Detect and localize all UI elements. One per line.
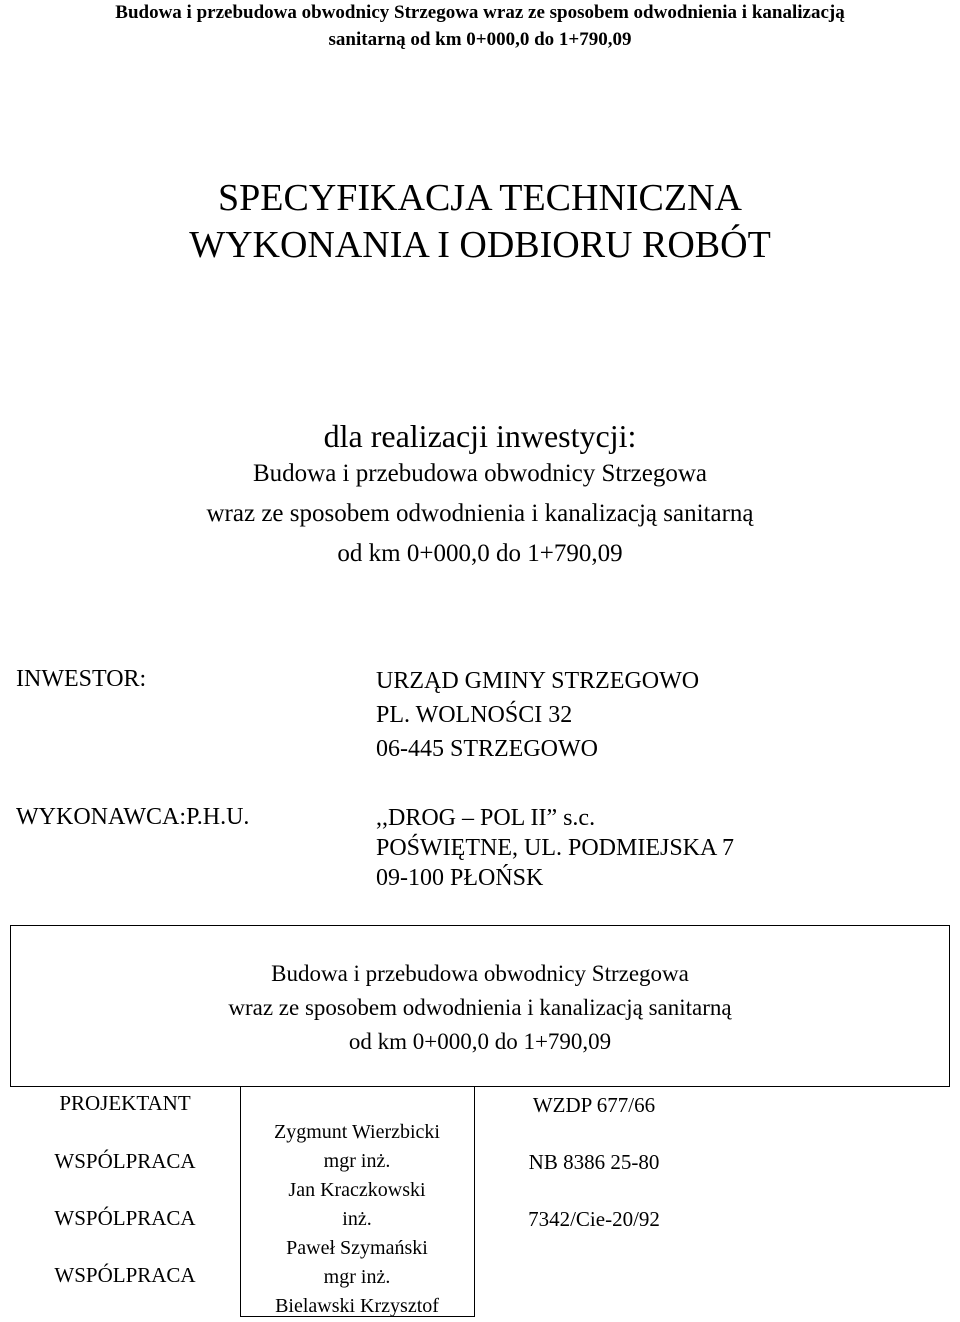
person-line: Paweł Szymański <box>286 1237 428 1259</box>
person-line: Jan Kraczkowski <box>288 1179 426 1201</box>
role-designer: PROJEKTANT <box>59 1091 191 1115</box>
frame-line-3: od km 0+000,0 do 1+790,09 <box>348 1029 612 1054</box>
person-line: mgr inż. <box>323 1266 391 1288</box>
investor-label: INWESTOR: <box>16 666 147 692</box>
contractor-label <box>16 802 249 832</box>
title-line-2: WYKONANIA I ODBIORU ROBÓT <box>189 224 771 266</box>
person-line: inż. <box>342 1208 372 1230</box>
contractor-address: POŚWIĘTNE, UL. PODMIEJSKA 7 <box>376 835 735 861</box>
title-line-1: SPECYFIKACJA TECHNICZNA <box>218 177 742 219</box>
person-line: mgr inż. <box>323 1150 391 1172</box>
licence-number-3: 7342/Cie-20/92 <box>528 1207 660 1231</box>
contractor-postcode: 09-100 PŁOŃSK <box>376 865 544 891</box>
document-header-line-1: Budowa i przebudowa obwodnicy Strzegowa wraz ze sposobem odwodnienia i kanalizacją <box>115 2 845 23</box>
investment-line-2: wraz ze sposobem odwodnienia i kanalizacją sanitarną <box>206 500 754 527</box>
investment-line-1: Budowa i przebudowa obwodnicy Strzegowa <box>252 460 708 487</box>
investment-line-3: od km 0+000,0 do 1+790,09 <box>337 540 623 567</box>
table-divider-right <box>474 1087 475 1317</box>
investor-address: PL. WOLNOŚCI 32 <box>376 702 573 728</box>
investor-name: URZĄD GMINY STRZEGOWO <box>376 668 700 694</box>
role-cooperation-3: WSPÓLPRACA <box>54 1263 196 1287</box>
contractor-label-text: WYKONAWCA: <box>16 804 187 830</box>
person-line: Bielawski Krzysztof <box>275 1295 439 1317</box>
person-line: Zygmunt Wierzbicki <box>273 1121 440 1143</box>
document-header-line-2: sanitarną od km 0+000,0 do 1+790,09 <box>328 29 632 50</box>
contractor-label-suffix: P.H.U. <box>186 804 250 830</box>
licence-number-2: NB 8386 25-80 <box>528 1150 660 1174</box>
role-cooperation-1: WSPÓLPRACA <box>54 1149 196 1173</box>
role-cooperation-2: WSPÓLPRACA <box>54 1206 196 1230</box>
investment-heading: dla realizacji inwestycji: <box>323 418 637 454</box>
frame-line-2: wraz ze sposobem odwodnienia i kanalizacją sanitarną <box>228 995 732 1020</box>
investor-postcode: 06-445 STRZEGOWO <box>376 736 598 762</box>
frame-line-1: Budowa i przebudowa obwodnicy Strzegowa <box>271 961 689 986</box>
licence-number-1: WZDP 677/66 <box>532 1093 656 1117</box>
contractor-name: ,,DROG – POL II” s.c. <box>376 805 596 831</box>
